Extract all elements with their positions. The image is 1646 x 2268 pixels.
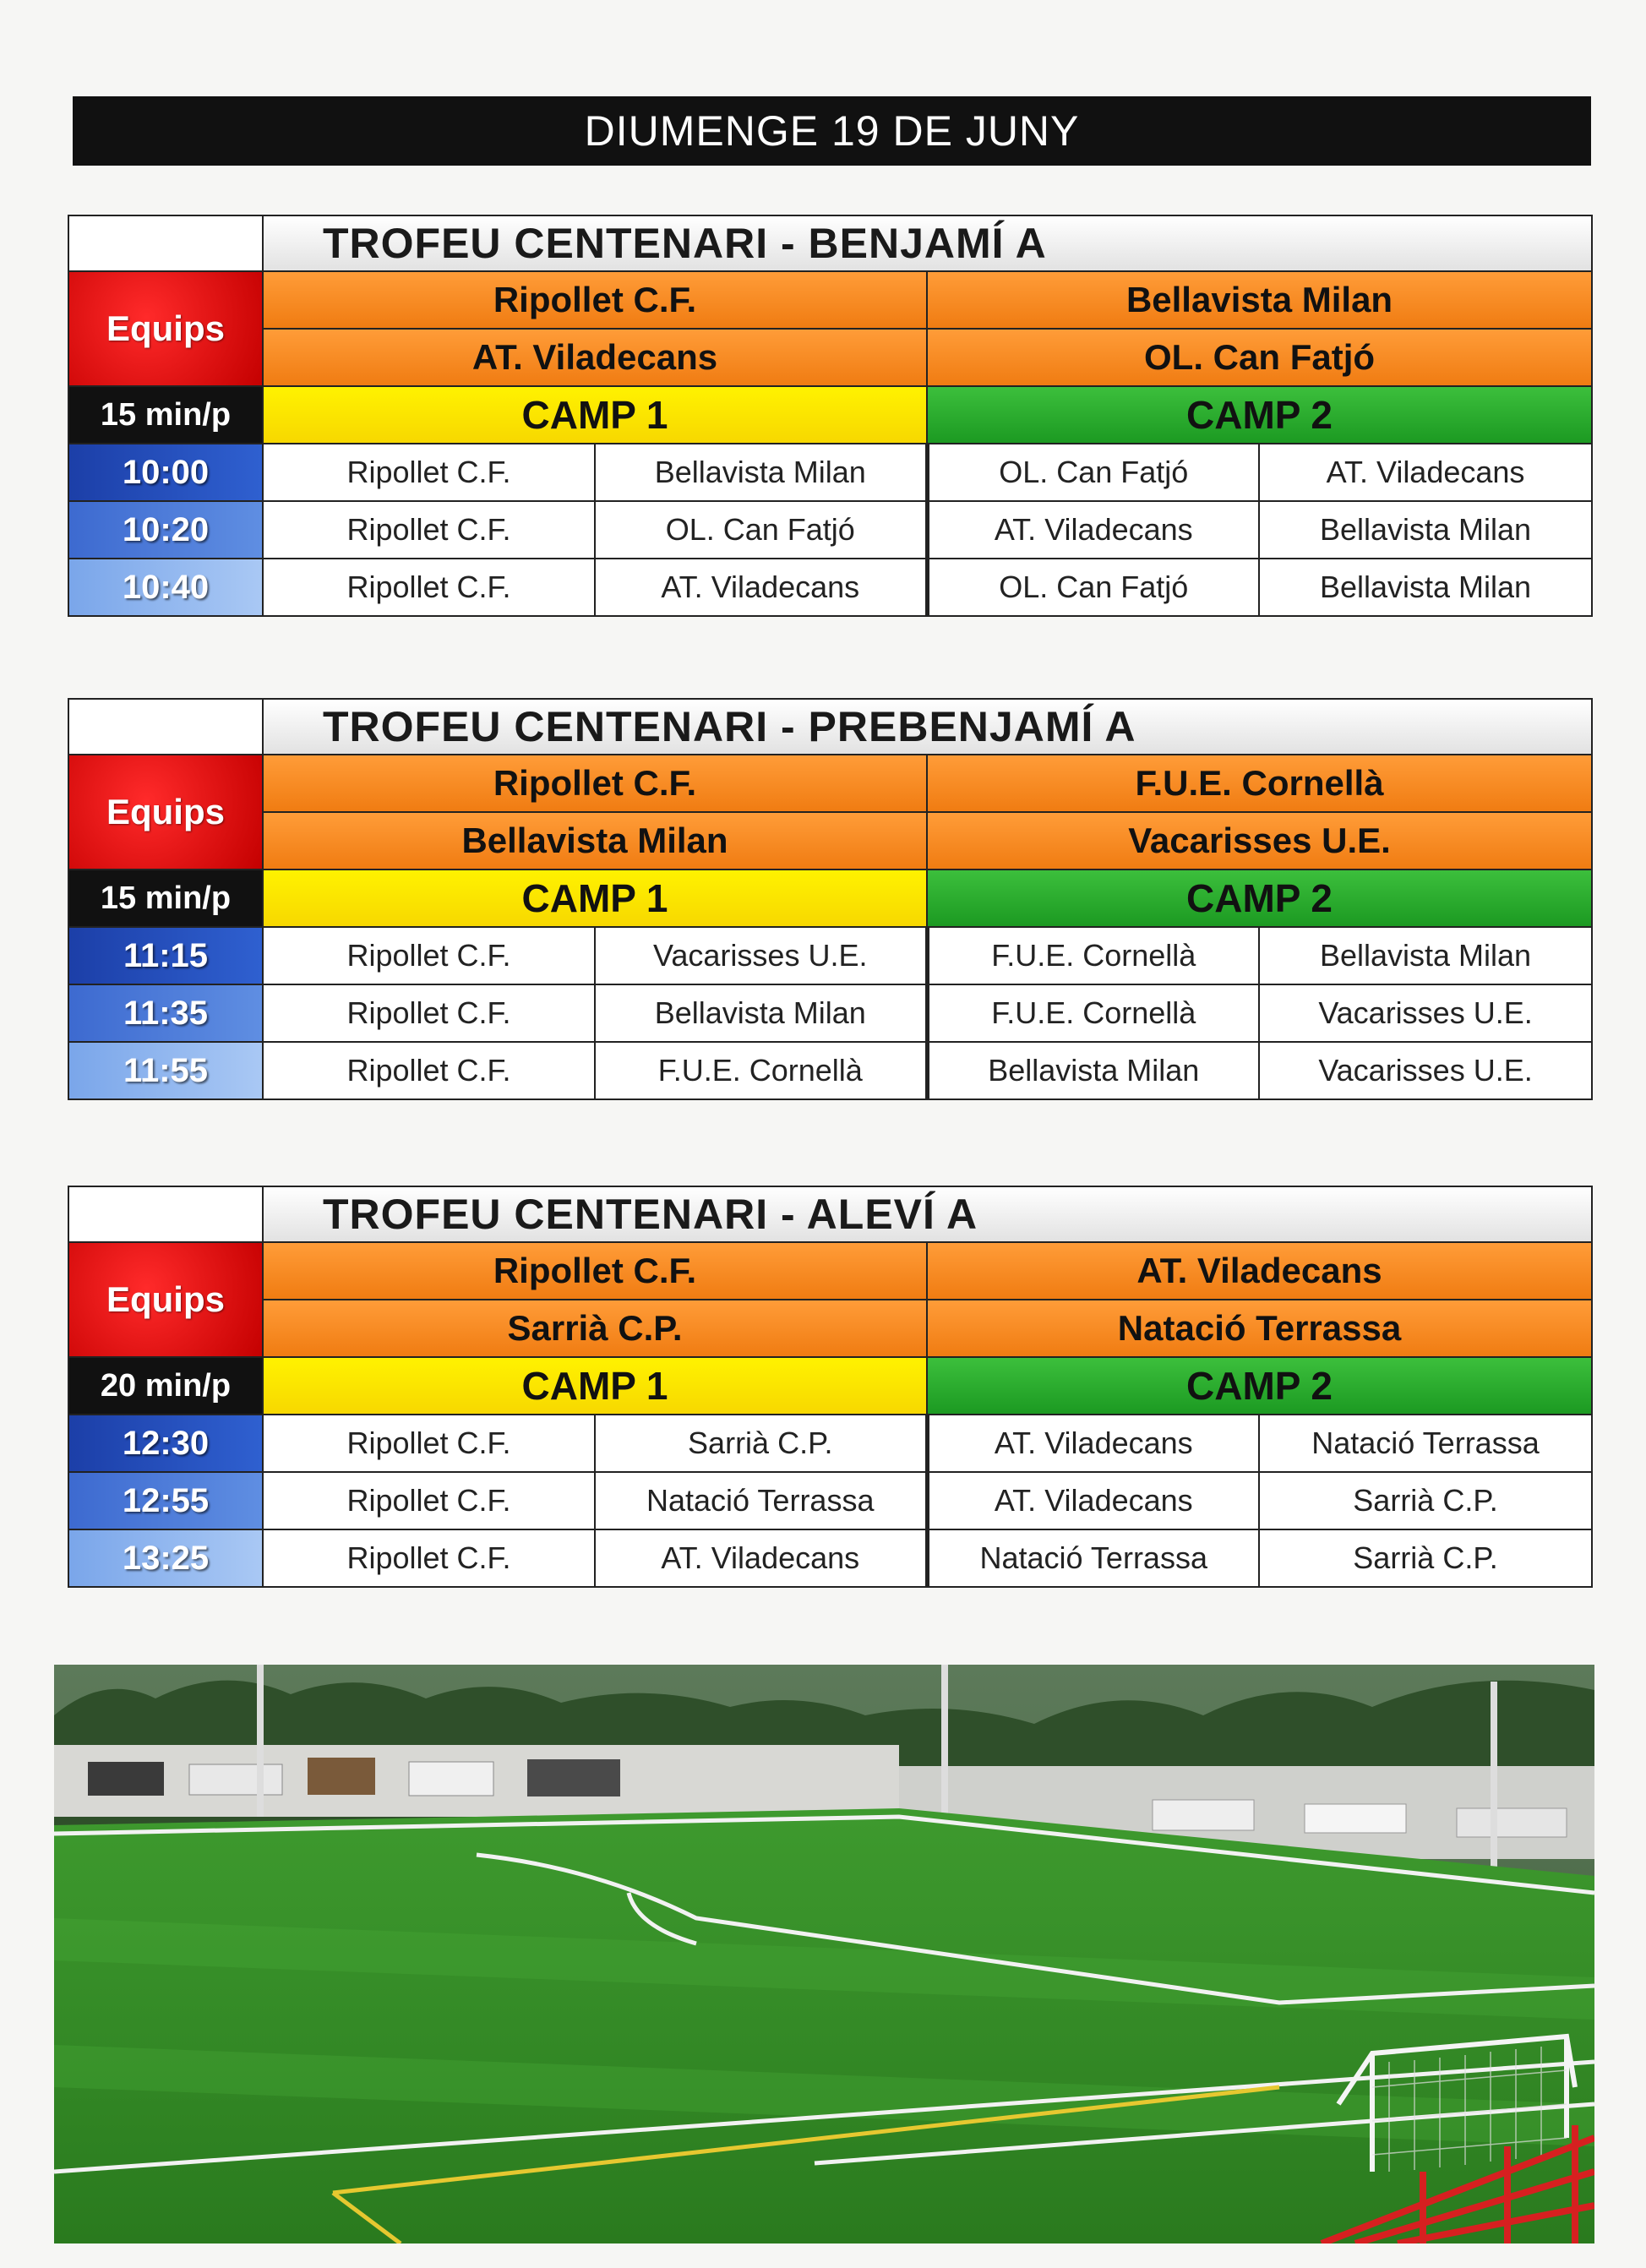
camp2-home-team: AT. Viladecans <box>927 501 1259 559</box>
camp2-home-team: AT. Viladecans <box>927 1472 1259 1529</box>
match-time: 11:15 <box>68 927 263 984</box>
camp1-home-team: Ripollet C.F. <box>263 984 595 1042</box>
camp1-away-team: Bellavista Milan <box>595 984 927 1042</box>
camp2-away-team: Sarrià C.P. <box>1259 1472 1592 1529</box>
camp1-away-team: AT. Viladecans <box>595 1529 927 1587</box>
camp2-away-team: Bellavista Milan <box>1259 501 1592 559</box>
match-time: 12:30 <box>68 1415 263 1472</box>
match-row <box>68 444 1592 501</box>
match-time: 13:25 <box>68 1529 263 1587</box>
camp1-home-team: Ripollet C.F. <box>263 559 595 616</box>
match-time: 10:00 <box>68 444 263 501</box>
camp2-home-team: AT. Viladecans <box>927 1415 1259 1472</box>
group1-team: Ripollet C.F. <box>263 755 927 812</box>
group1-team: AT. Viladecans <box>263 329 927 386</box>
camp1-away-team: Natació Terrassa <box>595 1472 927 1529</box>
group2-team: OL. Can Fatjó <box>927 329 1592 386</box>
match-row <box>68 1415 1592 1472</box>
camp2-header: CAMP 2 <box>927 870 1592 927</box>
group2-team: F.U.E. Cornellà <box>927 755 1592 812</box>
camp1-header: CAMP 1 <box>263 1357 927 1415</box>
camp2-away-team: AT. Viladecans <box>1259 444 1592 501</box>
camp1-away-team: F.U.E. Cornellà <box>595 1042 927 1099</box>
camp2-away-team: Natació Terrassa <box>1259 1415 1592 1472</box>
camp2-header: CAMP 2 <box>927 1357 1592 1415</box>
camp1-home-team: Ripollet C.F. <box>263 1415 595 1472</box>
football-field-illustration <box>54 1665 1594 2243</box>
group2-team: Bellavista Milan <box>927 271 1592 329</box>
camp2-away-team: Bellavista Milan <box>1259 559 1592 616</box>
group1-team: Ripollet C.F. <box>263 1242 927 1300</box>
camp1-home-team: Ripollet C.F. <box>263 1042 595 1099</box>
tournament-table-3 <box>68 1186 1593 1588</box>
date-title: DIUMENGE 19 DE JUNY <box>584 107 1080 155</box>
football-field-photo <box>54 1665 1594 2243</box>
group1-team: Sarrià C.P. <box>263 1300 927 1357</box>
match-time: 10:40 <box>68 559 263 616</box>
equips-label: Equips <box>68 271 263 386</box>
camp2-away-team: Sarrià C.P. <box>1259 1529 1592 1587</box>
minutes-per-match: 20 min/p <box>68 1357 263 1415</box>
camp1-away-team: Sarrià C.P. <box>595 1415 927 1472</box>
group1-team: Bellavista Milan <box>263 812 927 870</box>
camp1-home-team: Ripollet C.F. <box>263 444 595 501</box>
match-time: 11:55 <box>68 1042 263 1099</box>
group1-team: Ripollet C.F. <box>263 271 927 329</box>
corner-cell <box>68 699 263 755</box>
camp1-home-team: Ripollet C.F. <box>263 1472 595 1529</box>
group2-team: AT. Viladecans <box>927 1242 1592 1300</box>
equips-label: Equips <box>68 1242 263 1357</box>
camp2-home-team: OL. Can Fatjó <box>927 444 1259 501</box>
match-row <box>68 559 1592 616</box>
match-row <box>68 1472 1592 1529</box>
match-row <box>68 501 1592 559</box>
camp1-away-team: AT. Viladecans <box>595 559 927 616</box>
tournament-title: TROFEU CENTENARI - PREBENJAMÍ A <box>263 699 1592 755</box>
match-time: 10:20 <box>68 501 263 559</box>
match-time: 11:35 <box>68 984 263 1042</box>
date-header <box>73 96 1591 166</box>
camp2-away-team: Bellavista Milan <box>1259 927 1592 984</box>
camp1-home-team: Ripollet C.F. <box>263 927 595 984</box>
camp1-away-team: Vacarisses U.E. <box>595 927 927 984</box>
group2-team: Vacarisses U.E. <box>927 812 1592 870</box>
group2-team: Natació Terrassa <box>927 1300 1592 1357</box>
match-row <box>68 984 1592 1042</box>
tournament-table-1 <box>68 215 1593 617</box>
camp2-away-team: Vacarisses U.E. <box>1259 984 1592 1042</box>
tournament-title: TROFEU CENTENARI - ALEVÍ A <box>263 1186 1592 1242</box>
camp2-home-team: F.U.E. Cornellà <box>927 984 1259 1042</box>
camp1-header: CAMP 1 <box>263 386 927 444</box>
camp2-home-team: Bellavista Milan <box>927 1042 1259 1099</box>
corner-cell <box>68 215 263 271</box>
minutes-per-match: 15 min/p <box>68 386 263 444</box>
tournament-table-2 <box>68 698 1593 1100</box>
equips-label: Equips <box>68 755 263 870</box>
match-row <box>68 1042 1592 1099</box>
camp2-header: CAMP 2 <box>927 386 1592 444</box>
camp2-away-team: Vacarisses U.E. <box>1259 1042 1592 1099</box>
camp1-home-team: Ripollet C.F. <box>263 501 595 559</box>
minutes-per-match: 15 min/p <box>68 870 263 927</box>
camp1-header: CAMP 1 <box>263 870 927 927</box>
camp2-home-team: OL. Can Fatjó <box>927 559 1259 616</box>
camp1-away-team: Bellavista Milan <box>595 444 927 501</box>
camp1-home-team: Ripollet C.F. <box>263 1529 595 1587</box>
camp2-home-team: F.U.E. Cornellà <box>927 927 1259 984</box>
match-row <box>68 1529 1592 1587</box>
tournament-title: TROFEU CENTENARI - BENJAMÍ A <box>263 215 1592 271</box>
camp2-home-team: Natació Terrassa <box>927 1529 1259 1587</box>
match-row <box>68 927 1592 984</box>
match-time: 12:55 <box>68 1472 263 1529</box>
camp1-away-team: OL. Can Fatjó <box>595 501 927 559</box>
corner-cell <box>68 1186 263 1242</box>
